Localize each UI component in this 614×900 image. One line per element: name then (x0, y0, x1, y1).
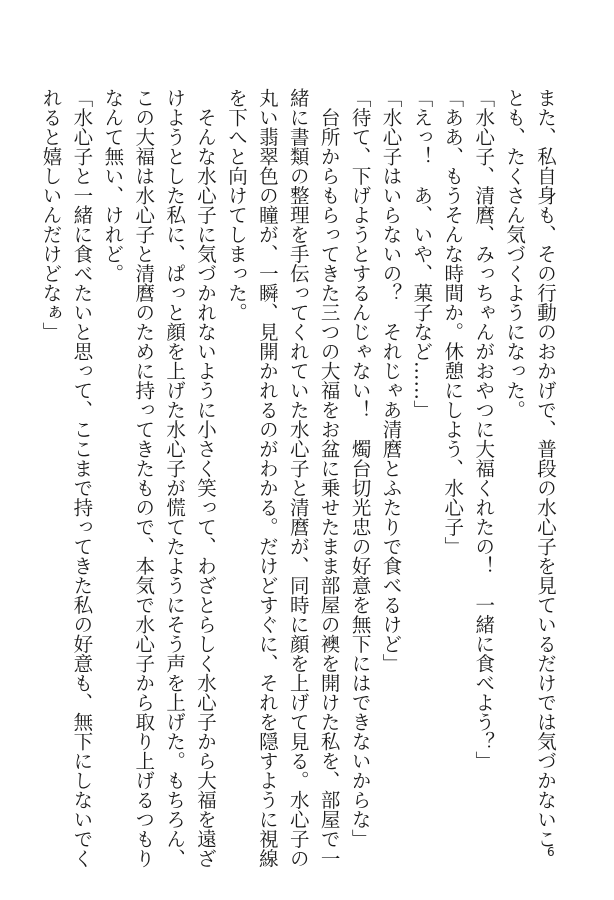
text-line: なんて無い、けれど。 (101, 88, 125, 283)
text-line: 台所からもらってきた三つの大福をお盆に乗せたまま部屋の襖を開けた私を、部屋で一 (317, 88, 341, 868)
text-line: 「水心子、清麿、みっちゃんがおやつに大福くれたの！ 一緒に食べよう？」 (472, 88, 496, 771)
vertical-text-body (39, 88, 560, 868)
text-line: 「ああ、もうそんな時間か。休憩にしよう、水心子」 (441, 88, 465, 556)
text-line: けようとした私に、ぱっと顔を上げた水心子が慌てたようにそう声を上げた。もちろん、 (163, 88, 187, 868)
text-line: 「待て、下げようとするんじゃない！ 燭台切光忠の好意を無下にはできないからな」 (348, 88, 372, 849)
text-line: れると嬉しいんだけどなぁ」 (39, 88, 63, 342)
text-line: とも、たくさん気づくようになった。 (503, 88, 527, 420)
text-line: 緒に書類の整理を手伝ってくれていた水心子と清麿が、同時に顔を上げて見る。水心子の (286, 88, 310, 868)
text-line: 「水心子はいらないの？ それじゃあ清麿とふたりで食べるけど」 (379, 88, 403, 673)
text-line: この大福は水心子と清麿のために持ってきたもので、本気で水心子から取り上げるつもり (132, 88, 156, 868)
text-line: 丸い翡翠色の瞳が、一瞬、見開かれるのがわかる。だけどすぐに、それを隠すように視線 (255, 88, 279, 868)
text-line: 「えっ！ あ、いや、菓子など……」 (410, 88, 434, 420)
text-line: 「水心子と一緒に食べたいと思って、ここまで持ってきた私の好意も、無下にしないでく (70, 88, 94, 868)
page-number: 6 (547, 845, 555, 859)
text-line: また、私自身も、その行動のおかげで、普段の水心子を見ているだけでは気づかないこ (534, 88, 557, 849)
text-line: そんな水心子に気づかれないように小さく笑って、わざとらしく水心子から大福を遠ざ (194, 88, 218, 868)
text-line: を下へと向けてしまった。 (224, 88, 248, 322)
